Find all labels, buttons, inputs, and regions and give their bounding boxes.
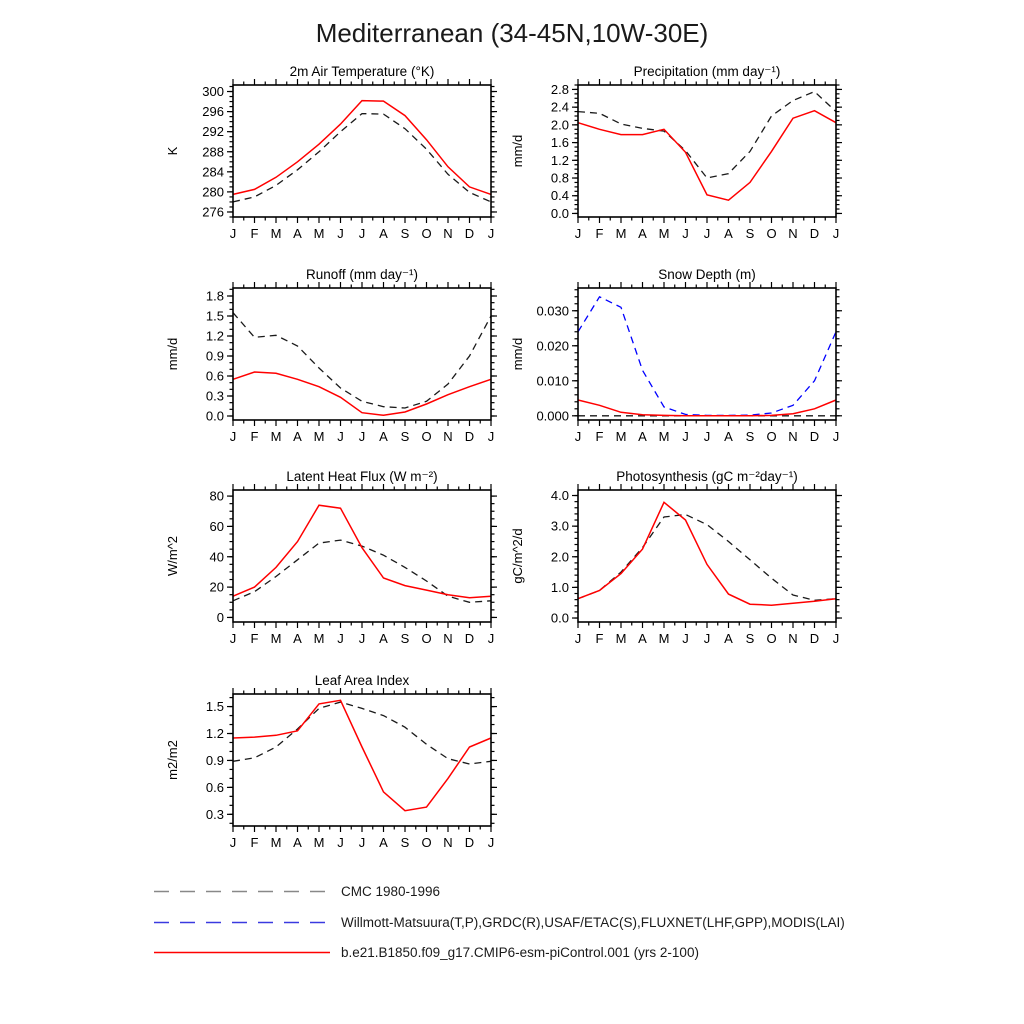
- x-tick-label: J: [682, 429, 689, 444]
- y-tick-label: 0.020: [536, 338, 569, 354]
- y-tick-label: 2.8: [550, 81, 569, 97]
- y-tick-label: 1.6: [550, 135, 569, 151]
- x-tick-label: J: [832, 631, 840, 646]
- chart-title: Leaf Area Index: [314, 673, 410, 688]
- chart-title: Photosynthesis (gC m⁻²day⁻¹): [616, 469, 798, 484]
- x-tick-label: F: [250, 226, 259, 241]
- x-tick-label: S: [745, 429, 755, 444]
- y-tick-label: 2.4: [550, 99, 569, 115]
- precipitation-chart: [500, 55, 845, 251]
- x-tick-label: M: [313, 835, 325, 850]
- y-axis-label: m2/m2: [165, 740, 180, 780]
- x-tick-label: A: [638, 429, 647, 444]
- x-tick-label: M: [658, 631, 670, 646]
- leaf-area-index-chart: [155, 664, 500, 860]
- chart-title: Latent Heat Flux (W m⁻²): [286, 469, 438, 484]
- x-tick-label: S: [400, 835, 410, 850]
- photosynthesis-chart: [500, 460, 845, 656]
- x-tick-label: D: [464, 226, 475, 241]
- x-tick-label: N: [788, 226, 798, 241]
- series-line-model: [578, 502, 836, 605]
- y-tick-label: 2.0: [550, 549, 569, 565]
- y-tick-label: 0.9: [205, 752, 224, 768]
- x-tick-label: J: [574, 429, 582, 444]
- y-tick-label: 80: [209, 488, 224, 504]
- y-tick-label: 0.0: [550, 610, 569, 626]
- x-tick-label: J: [358, 835, 366, 850]
- chart-title: 2m Air Temperature (°K): [289, 64, 435, 79]
- legend-row-obs: [153, 913, 845, 931]
- x-tick-label: S: [400, 226, 410, 241]
- x-tick-label: J: [703, 631, 711, 646]
- snow-depth-chart: [500, 258, 845, 454]
- x-tick-label: F: [595, 631, 604, 646]
- y-tick-label: 1.2: [205, 726, 224, 742]
- x-tick-label: A: [379, 429, 388, 444]
- series-line-obs-blue-dashed: [578, 297, 836, 416]
- chart-title: Snow Depth (m): [658, 267, 756, 282]
- x-tick-label: J: [337, 429, 344, 444]
- x-tick-label: J: [229, 631, 237, 646]
- x-tick-label: J: [682, 631, 689, 646]
- x-tick-label: J: [229, 429, 237, 444]
- x-tick-label: J: [337, 226, 344, 241]
- y-tick-label: 280: [202, 184, 224, 200]
- x-tick-label: N: [788, 631, 798, 646]
- y-tick-label: 2.0: [550, 117, 569, 133]
- x-tick-label: A: [724, 226, 733, 241]
- x-tick-label: J: [358, 631, 366, 646]
- series-line-model: [233, 101, 491, 195]
- x-tick-label: D: [464, 429, 475, 444]
- x-tick-label: M: [270, 226, 282, 241]
- axis-ticks: [227, 688, 497, 832]
- x-tick-label: M: [313, 226, 325, 241]
- chart-title: Runoff (mm day⁻¹): [306, 267, 418, 282]
- x-tick-label: M: [313, 631, 325, 646]
- x-tick-label: N: [443, 226, 453, 241]
- x-tick-label: O: [421, 226, 432, 241]
- series-line-obs-dashed: [233, 114, 491, 202]
- legend-row-cmc: [153, 882, 440, 900]
- y-axis-label: K: [165, 146, 180, 156]
- x-tick-label: J: [487, 429, 495, 444]
- x-tick-label: J: [229, 835, 237, 850]
- x-tick-label: J: [229, 226, 237, 241]
- axis-ticks: [227, 484, 497, 628]
- y-tick-label: 1.2: [205, 328, 224, 344]
- x-tick-label: S: [400, 631, 410, 646]
- x-tick-label: F: [595, 429, 604, 444]
- x-tick-label: O: [766, 631, 777, 646]
- x-tick-label: M: [615, 631, 627, 646]
- y-tick-label: 0.0: [550, 205, 569, 221]
- y-tick-label: 40: [209, 549, 224, 565]
- y-tick-label: 0.4: [550, 188, 569, 204]
- y-tick-label: 0.010: [536, 373, 569, 389]
- y-tick-label: 1.2: [550, 152, 569, 168]
- x-tick-label: S: [745, 631, 755, 646]
- series-line-obs-dashed: [578, 515, 836, 601]
- x-tick-label: F: [250, 835, 259, 850]
- x-tick-label: D: [809, 631, 820, 646]
- x-tick-label: A: [724, 631, 733, 646]
- x-tick-label: N: [788, 429, 798, 444]
- y-tick-label: 0.6: [205, 779, 224, 795]
- panel-runoff: [155, 258, 500, 454]
- legend-line-dashed-blue: [153, 919, 331, 926]
- legend-line-solid-red: [153, 949, 331, 956]
- x-tick-label: J: [574, 631, 582, 646]
- x-tick-label: A: [379, 631, 388, 646]
- x-tick-label: D: [809, 429, 820, 444]
- x-tick-label: J: [337, 631, 344, 646]
- x-tick-label: N: [443, 429, 453, 444]
- y-tick-label: 4.0: [550, 488, 569, 504]
- panel-snow-depth: [500, 258, 845, 454]
- y-tick-label: 284: [202, 164, 224, 180]
- x-tick-label: N: [443, 631, 453, 646]
- legend-label-model: b.e21.B1850.f09_g17.CMIP6-esm-piControl.001 (yrs 2-100): [341, 944, 699, 960]
- x-tick-label: A: [293, 631, 302, 646]
- x-tick-label: F: [250, 429, 259, 444]
- x-tick-label: A: [724, 429, 733, 444]
- page-title: Mediterranean (34-45N,10W-30E): [315, 18, 709, 48]
- y-axis-label: W/m^2: [165, 535, 180, 577]
- y-tick-label: 296: [202, 104, 224, 120]
- y-tick-label: 300: [202, 84, 224, 100]
- series-line-obs-dashed: [233, 702, 491, 764]
- x-tick-label: M: [658, 226, 670, 241]
- y-axis-label: mm/d: [165, 337, 180, 371]
- y-tick-label: 1.5: [205, 699, 224, 715]
- legend-label-cmc: CMC 1980-1996: [341, 883, 441, 899]
- x-tick-label: S: [400, 429, 410, 444]
- x-tick-label: A: [293, 226, 302, 241]
- x-tick-label: F: [250, 631, 259, 646]
- y-tick-label: 0.8: [550, 170, 569, 186]
- x-tick-label: J: [682, 226, 689, 241]
- x-tick-label: O: [421, 835, 432, 850]
- x-tick-label: S: [745, 226, 755, 241]
- x-tick-label: J: [574, 226, 582, 241]
- panel-photosynthesis: [500, 460, 845, 656]
- legend-label-obs: Willmott-Matsuura(T,P),GRDC(R),USAF/ETAC(S),FLUXNET(LHF,GPP),MODIS(LAI): [341, 914, 845, 930]
- y-tick-label: 0.9: [205, 348, 224, 364]
- x-tick-label: A: [293, 429, 302, 444]
- plot-frame: [233, 85, 491, 217]
- x-tick-label: J: [487, 631, 495, 646]
- x-tick-label: N: [443, 835, 453, 850]
- x-tick-label: J: [703, 226, 711, 241]
- x-tick-label: O: [766, 429, 777, 444]
- legend-row-model: [153, 943, 699, 961]
- x-tick-label: A: [638, 631, 647, 646]
- x-tick-label: M: [615, 226, 627, 241]
- x-tick-label: O: [421, 631, 432, 646]
- series-line-model: [578, 111, 836, 201]
- latent-heat-flux-chart: [155, 460, 500, 656]
- y-tick-label: 0: [216, 609, 224, 625]
- x-tick-label: D: [809, 226, 820, 241]
- x-tick-label: M: [270, 429, 282, 444]
- y-tick-label: 292: [202, 124, 224, 140]
- x-tick-label: O: [421, 429, 432, 444]
- y-axis-label: gC/m^2/d: [510, 528, 525, 584]
- axis-ticks: [572, 79, 842, 223]
- y-tick-label: 288: [202, 144, 224, 160]
- y-axis-label: mm/d: [510, 337, 525, 371]
- panel-air-temperature: [155, 55, 500, 251]
- panel-leaf-area-index: [155, 664, 500, 860]
- x-tick-label: J: [487, 226, 495, 241]
- x-tick-label: A: [638, 226, 647, 241]
- x-tick-label: J: [703, 429, 711, 444]
- y-tick-label: 60: [209, 518, 224, 534]
- series-line-model: [578, 400, 836, 416]
- plot-frame: [233, 490, 491, 622]
- x-tick-label: M: [270, 631, 282, 646]
- y-tick-label: 0.000: [536, 408, 569, 424]
- y-tick-label: 0.3: [205, 388, 224, 404]
- x-tick-label: F: [595, 226, 604, 241]
- x-tick-label: O: [766, 226, 777, 241]
- x-tick-label: M: [658, 429, 670, 444]
- x-tick-label: J: [358, 429, 366, 444]
- x-tick-label: M: [270, 835, 282, 850]
- y-tick-label: 0.3: [205, 806, 224, 822]
- plot-frame: [578, 85, 836, 217]
- series-line-obs-dashed: [578, 92, 836, 178]
- air-temperature-chart: [155, 55, 500, 251]
- series-line-model: [233, 700, 491, 810]
- y-tick-label: 20: [209, 579, 224, 595]
- axis-ticks: [572, 484, 842, 628]
- x-tick-label: M: [615, 429, 627, 444]
- x-tick-label: A: [293, 835, 302, 850]
- axis-ticks: [227, 282, 497, 426]
- x-tick-label: J: [832, 226, 840, 241]
- runoff-chart: [155, 258, 500, 454]
- x-tick-label: D: [464, 631, 475, 646]
- x-tick-label: D: [464, 835, 475, 850]
- x-tick-label: J: [487, 835, 495, 850]
- legend-line-dashed-gray: [153, 888, 331, 895]
- x-tick-label: J: [358, 226, 366, 241]
- chart-title: Precipitation (mm day⁻¹): [633, 64, 781, 79]
- panel-precipitation: [500, 55, 845, 251]
- y-tick-label: 0.030: [536, 303, 569, 319]
- axis-ticks: [572, 282, 842, 426]
- y-axis-label: mm/d: [510, 134, 525, 168]
- y-tick-label: 1.8: [205, 288, 224, 304]
- y-tick-label: 0.0: [205, 408, 224, 424]
- x-tick-label: A: [379, 226, 388, 241]
- y-tick-label: 276: [202, 204, 224, 220]
- x-tick-label: J: [337, 835, 344, 850]
- x-tick-label: M: [313, 429, 325, 444]
- x-tick-label: A: [379, 835, 388, 850]
- y-tick-label: 1.5: [205, 308, 224, 324]
- y-tick-label: 3.0: [550, 518, 569, 534]
- y-tick-label: 1.0: [550, 579, 569, 595]
- panel-latent-heat-flux: [155, 460, 500, 656]
- plot-frame: [233, 288, 491, 420]
- x-tick-label: J: [832, 429, 840, 444]
- series-line-model: [233, 505, 491, 598]
- y-tick-label: 0.6: [205, 368, 224, 384]
